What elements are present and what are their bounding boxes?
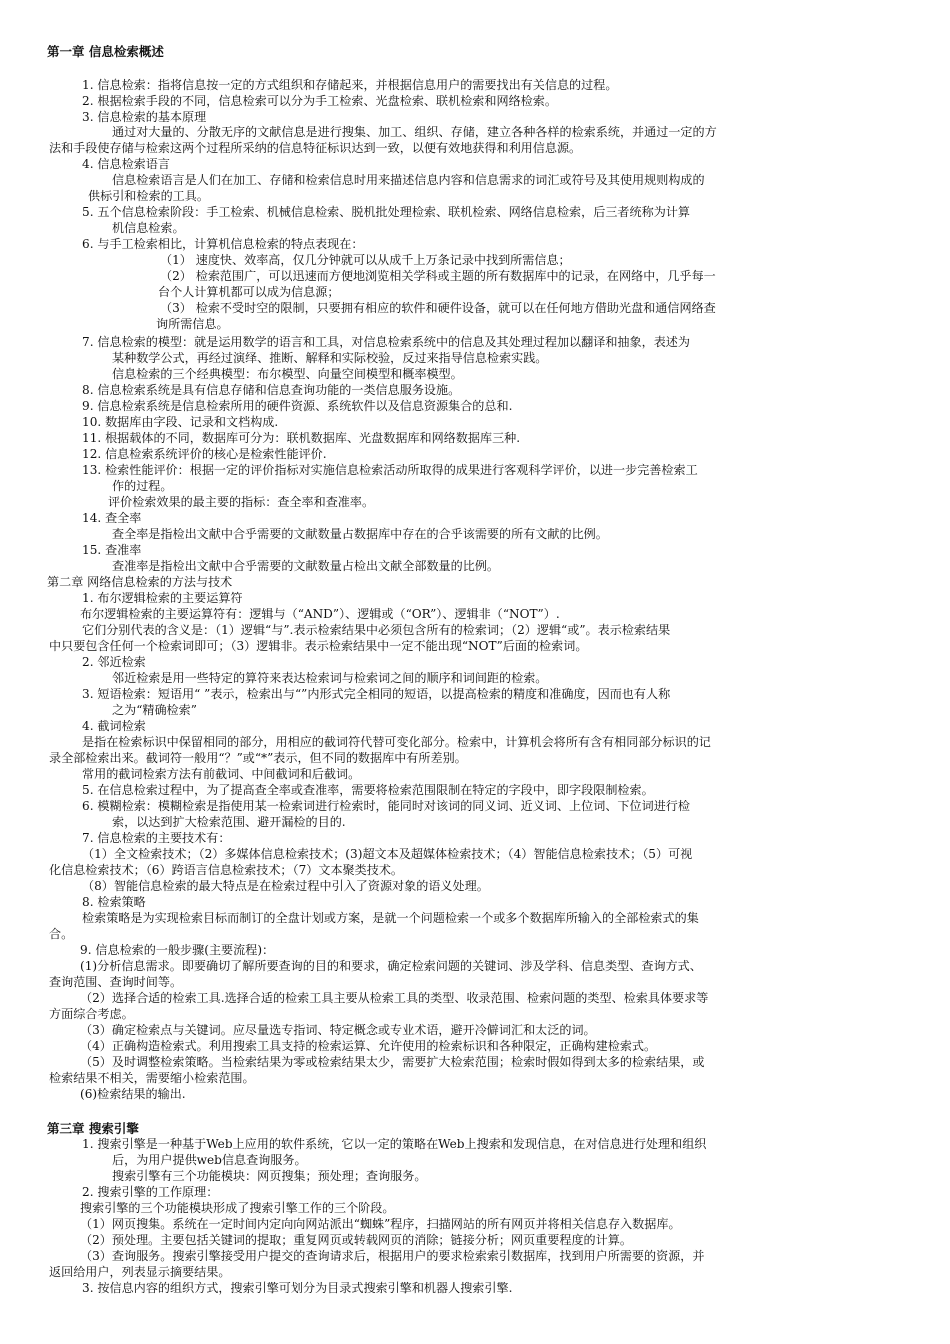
text-line: 9. 信息检索的一般步骤(主要流程)： bbox=[80, 943, 275, 957]
text-line: 查准率是指检出文献中合乎需要的文献数量占检出文献全部数量的比例。 bbox=[112, 559, 500, 573]
text-line: (6)检索结果的输出. bbox=[80, 1087, 186, 1101]
text-line: （1）网页搜集。系统在一定时间内定向向网站派出“蜘蛛”程序，扫描网站的所有网页并将相关信息存入数据库。 bbox=[80, 1217, 681, 1231]
text-line: 询所需信息。 bbox=[156, 317, 229, 331]
text-line: 它们分别代表的含义是：（1）逻辑“与”.表示检索结果中必须包含所有的检索词；（2）逻辑“或”。表示检索结果 bbox=[82, 623, 671, 637]
text-line: 8. 信息检索系统是具有信息存储和信息查询功能的一类信息服务设施。 bbox=[82, 383, 461, 397]
text-line: 返回给用户，列表显示摘要结果。 bbox=[49, 1265, 231, 1279]
text-line: （8）智能信息检索的最大特点是在检索过程中引入了资源对象的语义处理。 bbox=[82, 879, 489, 893]
text-line: 6. 与手工检索相比，计算机信息检索的特点表现在： bbox=[82, 237, 364, 251]
text-line: 后，为用户提供web信息查询服务。 bbox=[112, 1153, 307, 1167]
text-line: 8. 检索策略 bbox=[82, 895, 146, 909]
text-line: 4. 截词检索 bbox=[82, 719, 146, 733]
text-line: 14. 查全率 bbox=[82, 511, 142, 525]
text-line: (1)分析信息需求。即要确切了解所要查询的目的和要求，确定检索问题的关键词、涉及学科、信息类型、查询方式、 bbox=[80, 959, 702, 973]
text-line: 信息检索的三个经典模型：布尔模型、向量空间模型和概率模型。 bbox=[112, 367, 463, 381]
text-line: 台个人计算机都可以成为信息源； bbox=[158, 285, 340, 299]
text-line: 13. 检索性能评价：根据一定的评价指标对实施信息检索活动所取得的成果进行客观科学评价，以进一步完善检索工 bbox=[82, 463, 698, 477]
text-line: 2. 邻近检索 bbox=[82, 655, 146, 669]
text-line: （2）预处理。主要包括关键词的提取；重复网页或转载网页的消除；链接分析；网页重要程度的计算。 bbox=[80, 1233, 632, 1247]
chapter-2-title: 第二章 网络信息检索的方法与技术 bbox=[47, 575, 233, 589]
text-line: 15. 查准率 bbox=[82, 543, 142, 557]
text-line: 录全部检索出来。截词符一般用“？”或“*”表示，但不同的数据库中有所差别。 bbox=[49, 751, 467, 765]
text-line: 中只要包含任何一个检索词即可；（3）逻辑非。表示检索结果中一定不能出现“NOT”后面的检索词。 bbox=[49, 639, 588, 653]
chapter-3-title: 第三章 搜索引擎 bbox=[47, 1121, 139, 1136]
text-line: （4）正确构造检索式。利用搜索工具支持的检索运算、允许使用的检索标识和各种限定，正确构建检索式。 bbox=[80, 1039, 657, 1053]
text-line: 是指在检索标识中保留相同的部分，用相应的截词符代替可变化部分。检索中，计算机会将所有含有相同部分标识的记 bbox=[82, 735, 711, 749]
text-line: （3）查询服务。搜索引擎接受用户提交的查询请求后，根据用户的要求检索索引数据库，找到用户所需要的资源，并 bbox=[80, 1249, 705, 1263]
text-line: 查询范围、查询时间等。 bbox=[49, 975, 183, 989]
text-line: 6. 模糊检索：模糊检索是指使用某一检索词进行检索时，能同时对该词的同义词、近义词、上位词、下位词进行检 bbox=[82, 799, 690, 813]
text-line: 5. 在信息检索过程中，为了提高查全率或查准率，需要将检索范围限制在特定的字段中，即字段限制检索。 bbox=[82, 783, 654, 797]
text-line: （2）选择合适的检索工具.选择合适的检索工具主要从检索工具的类型、收录范围、检索问题的类型、检索具体要求等 bbox=[80, 991, 709, 1005]
text-line: 4. 信息检索语言 bbox=[82, 157, 170, 171]
text-line: 之为“精确检索” bbox=[112, 703, 197, 717]
text-line: （3） 检索不受时空的限制，只要拥有相应的软件和硬件设备，就可以在任何地方借助光盘和通信网络查 bbox=[160, 301, 716, 315]
text-line: 1. 布尔逻辑检索的主要运算符 bbox=[82, 591, 243, 605]
text-line: 某种数学公式，再经过演绎、推断、解释和实际校验，反过来指导信息检索实践。 bbox=[112, 351, 548, 365]
text-line: 12. 信息检索系统评价的核心是检索性能评价. bbox=[82, 447, 327, 461]
text-line: （1） 速度快、效率高，仅几分钟就可以从成千上万条记录中找到所需信息； bbox=[160, 253, 571, 267]
text-line: 索，以达到扩大检索范围、避开漏检的目的. bbox=[112, 815, 346, 829]
text-line: 5. 五个信息检索阶段：手工检索、机械信息检索、脱机批处理检索、联机检索、网络信息检索，后三者统称为计算 bbox=[82, 205, 690, 219]
text-line: 查全率是指检出文献中合乎需要的文献数量占数据库中存在的合乎该需要的所有文献的比例。 bbox=[112, 527, 608, 541]
text-line: 检索策略是为实现检索目标而制订的全盘计划或方案，是就一个问题检索一个或多个数据库所输入的全部检索式的集 bbox=[82, 911, 699, 925]
text-line: 化信息检索技术；（6）跨语言信息检索技术；（7）文本聚类技术。 bbox=[49, 863, 404, 877]
text-line: 搜索引擎的三个功能模块形成了搜索引擎工作的三个阶段。 bbox=[80, 1201, 395, 1215]
text-line: 3. 按信息内容的组织方式，搜索引擎可划分为目录式搜索引擎和机器人搜索引擎. bbox=[82, 1281, 513, 1295]
text-line: 供标引和检索的工具。 bbox=[88, 189, 209, 203]
text-line: 布尔逻辑检索的主要运算符有：逻辑与（“AND”）、逻辑或（“OR”）、逻辑非（“NOT”）. bbox=[80, 607, 560, 621]
text-line: 9. 信息检索系统是信息检索所用的硬件资源、系统软件以及信息资源集合的总和. bbox=[82, 399, 513, 413]
chapter-1-title: 第一章 信息检索概述 bbox=[47, 44, 164, 59]
text-line: 信息检索语言是人们在加工、存储和检索信息时用来描述信息内容和信息需求的词汇或符号及其使用规则构成的 bbox=[112, 173, 705, 187]
text-line: 作的过程。 bbox=[112, 479, 173, 493]
text-line: 2. 搜索引擎的工作原理： bbox=[82, 1185, 219, 1199]
text-line: 常用的截词检索方法有前截词、中间截词和后截词。 bbox=[82, 767, 361, 781]
text-line: 10. 数据库由字段、记录和文档构成. bbox=[82, 415, 279, 429]
text-line: 搜索引擎有三个功能模块：网页搜集；预处理；查询服务。 bbox=[112, 1169, 427, 1183]
text-line: 通过对大量的、分散无序的文献信息是进行搜集、加工、组织、存储，建立各种各样的检索系统，并通过一定的方 bbox=[112, 125, 717, 139]
text-line: 2. 根据检索手段的不同，信息检索可以分为手工检索、光盘检索、联机检索和网络检索。 bbox=[82, 94, 557, 108]
text-line: 法和手段使存储与检索这两个过程所采纳的信息特征标识达到一致，以便有效地获得和利用信息源。 bbox=[49, 141, 582, 155]
text-line: 方面综合考虑。 bbox=[49, 1007, 134, 1021]
text-line: 机信息检索。 bbox=[112, 221, 185, 235]
text-line: （2） 检索范围广，可以迅速而方便地浏览相关学科或主题的所有数据库中的记录，在网络中，几乎每一 bbox=[160, 269, 716, 283]
text-line: 合。 bbox=[49, 927, 74, 941]
text-line: 11. 根据载体的不同，数据库可分为：联机数据库、光盘数据库和网络数据库三种. bbox=[82, 431, 521, 445]
text-line: 检索结果不相关，需要缩小检索范围。 bbox=[49, 1071, 255, 1085]
text-line: 邻近检索是用一些特定的算符来表达检索词与检索词之间的顺序和词间距的检索。 bbox=[112, 671, 548, 685]
text-line: 3. 信息检索的基本原理 bbox=[82, 110, 207, 124]
text-line: （1）全文检索技术；（2）多媒体信息检索技术；(3)超文本及超媒体检索技术；（4）智能信息检索技术；（5）可视 bbox=[82, 847, 693, 861]
text-line: 7. 信息检索的主要技术有： bbox=[82, 831, 231, 845]
text-line: 评价检索效果的最主要的指标：查全率和查准率。 bbox=[108, 495, 375, 509]
text-line: 7. 信息检索的模型：就是运用数学的语言和工具，对信息检索系统中的信息及其处理过程加以翻译和抽象，表述为 bbox=[82, 335, 690, 349]
text-line: （5）及时调整检索策略。当检索结果为零或检索结果太少，需要扩大检索范围；检索时假如得到太多的检索结果，或 bbox=[80, 1055, 705, 1069]
text-line: 1. 搜索引擎是一种基于Web上应用的软件系统，它以一定的策略在Web上搜索和发现信息，在对信息进行处理和组织 bbox=[82, 1137, 707, 1151]
text-line: 3. 短语检索：短语用“ ”表示，检索出与“”内形式完全相同的短语，以提高检索的精度和准确度，因而也有人称 bbox=[82, 687, 671, 701]
text-line: 1. 信息检索：指将信息按一定的方式组织和存储起来，并根据信息用户的需要找出有关信息的过程。 bbox=[82, 78, 618, 92]
text-line: （3）确定检索点与关键词。应尽量选专指词、特定概念或专业术语，避开冷僻词汇和太泛的词。 bbox=[80, 1023, 596, 1037]
